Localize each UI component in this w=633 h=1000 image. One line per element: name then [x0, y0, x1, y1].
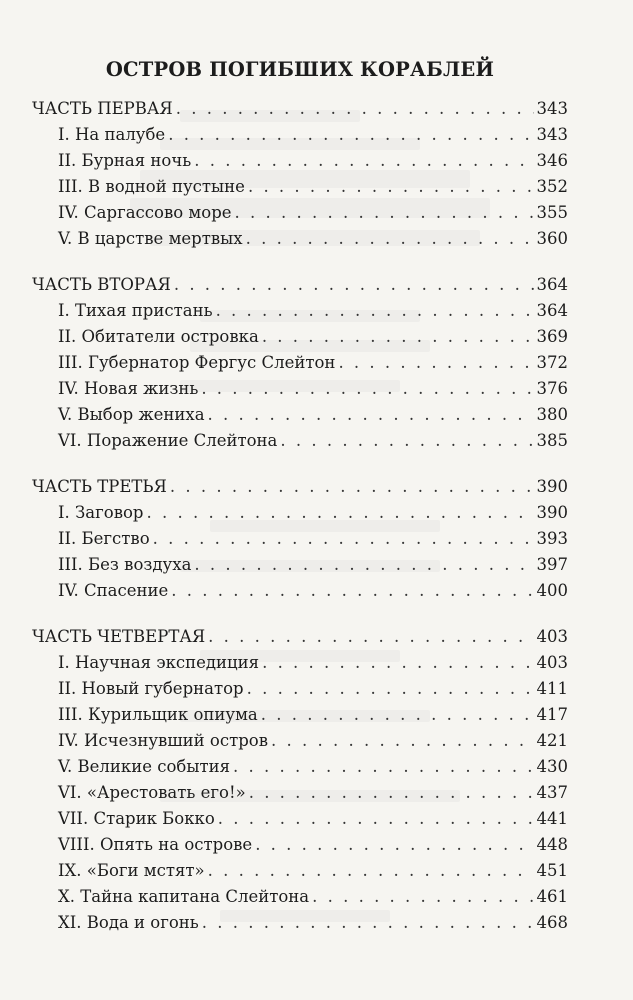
toc-chapter-entry[interactable]	[32, 229, 568, 255]
page-number: 397	[536, 555, 568, 574]
toc-chapter-entry[interactable]	[32, 431, 568, 457]
toc-chapter-entry[interactable]	[32, 529, 568, 555]
toc-chapter-entry[interactable]	[32, 301, 568, 327]
page-number: 437	[536, 783, 568, 802]
dot-leader	[262, 653, 533, 672]
entry-label: III. Губернатор Фергус Слейтон	[58, 353, 336, 372]
page-number: 369	[536, 327, 568, 346]
toc-chapter-entry[interactable]	[32, 151, 568, 177]
entry-label: ЧАСТЬ ТРЕТЬЯ	[32, 477, 167, 496]
entry-label: I. Тихая пристань	[58, 301, 213, 320]
toc-chapter-entry[interactable]	[32, 353, 568, 379]
entry-label: II. Бурная ночь	[58, 151, 192, 170]
dot-leader	[249, 783, 534, 802]
page-number: 417	[536, 705, 568, 724]
page-number: 364	[536, 301, 568, 320]
entry-label: ЧАСТЬ ВТОРАЯ	[32, 275, 171, 294]
toc-chapter-entry[interactable]	[32, 203, 568, 229]
entry-label: V. Выбор жениха	[58, 405, 205, 424]
dot-leader	[261, 705, 534, 724]
page-number: 448	[536, 835, 568, 854]
toc-part	[32, 477, 568, 607]
page-number: 421	[536, 731, 568, 750]
dot-leader	[168, 125, 533, 144]
dot-leader	[176, 99, 534, 118]
page-number: 390	[536, 477, 568, 496]
entry-label: III. Без воздуха	[58, 555, 192, 574]
dot-leader	[194, 151, 533, 170]
toc-chapter-entry[interactable]	[32, 555, 568, 581]
toc-chapter-entry[interactable]	[32, 809, 568, 835]
dot-leader	[246, 229, 534, 248]
page-number: 441	[536, 809, 568, 828]
entry-label: IV. Новая жизнь	[58, 379, 199, 398]
page-number: 385	[536, 431, 568, 450]
page-number: 364	[536, 275, 568, 294]
entry-label: V. Великие события	[58, 757, 230, 776]
toc-chapter-entry[interactable]	[32, 379, 568, 405]
entry-label: III. Курильщик опиума	[58, 705, 258, 724]
page-number: 376	[536, 379, 568, 398]
toc-part-heading[interactable]	[32, 99, 568, 125]
dot-leader	[153, 529, 534, 548]
entry-label: XI. Вода и огонь	[58, 913, 199, 932]
page-number: 372	[536, 353, 568, 372]
dot-leader	[201, 379, 533, 398]
page-number: 346	[536, 151, 568, 170]
dot-leader	[312, 887, 533, 906]
toc-part	[32, 99, 568, 255]
entry-label: III. В водной пустыне	[58, 177, 245, 196]
dot-leader	[255, 835, 533, 854]
toc-part-heading[interactable]	[32, 477, 568, 503]
toc-part	[32, 275, 568, 457]
toc-chapter-entry[interactable]	[32, 679, 568, 705]
entry-label: IV. Исчезнувший остров	[58, 731, 269, 750]
toc-chapter-entry[interactable]	[32, 731, 568, 757]
toc-chapter-entry[interactable]	[32, 887, 568, 913]
entry-label: IV. Саргассово море	[58, 203, 232, 222]
entry-label: I. На палубе	[58, 125, 166, 144]
dot-leader	[338, 353, 533, 372]
dot-leader	[280, 431, 533, 450]
entry-label: IV. Спасение	[58, 581, 169, 600]
dot-leader	[147, 503, 534, 522]
dot-leader	[171, 581, 533, 600]
page-number: 468	[536, 913, 568, 932]
entry-label: VI. Поражение Слейтона	[58, 431, 278, 450]
entry-label: II. Новый губернатор	[58, 679, 244, 698]
toc-list	[32, 99, 568, 939]
page-number: 390	[536, 503, 568, 522]
toc-chapter-entry[interactable]	[32, 177, 568, 203]
toc-chapter-entry[interactable]	[32, 405, 568, 431]
dot-leader	[235, 203, 534, 222]
dot-leader	[271, 731, 533, 750]
toc-chapter-entry[interactable]	[32, 705, 568, 731]
page-number: 461	[536, 887, 568, 906]
dot-leader	[202, 913, 534, 932]
page-number: 430	[536, 757, 568, 776]
toc-part-heading[interactable]	[32, 275, 568, 301]
dot-leader	[218, 809, 534, 828]
entry-label: I. Научная экспедиция	[58, 653, 260, 672]
page-number: 360	[536, 229, 568, 248]
dot-leader	[216, 301, 534, 320]
dot-leader	[208, 627, 533, 646]
entry-label: II. Обитатели островка	[58, 327, 259, 346]
entry-label: ЧАСТЬ ЧЕТВЕРТАЯ	[32, 627, 206, 646]
entry-label: X. Тайна капитана Слейтона	[58, 887, 310, 906]
table-of-contents	[32, 58, 568, 959]
dot-leader	[247, 679, 534, 698]
page-number: 393	[536, 529, 568, 548]
page-number: 343	[536, 99, 568, 118]
toc-part-heading[interactable]	[32, 627, 568, 653]
toc-chapter-entry[interactable]	[32, 861, 568, 887]
entry-label: I. Заговор	[58, 503, 144, 522]
page-number: 400	[536, 581, 568, 600]
toc-chapter-entry[interactable]	[32, 503, 568, 529]
page-number: 343	[536, 125, 568, 144]
entry-label: V. В царстве мертвых	[58, 229, 243, 248]
toc-chapter-entry[interactable]	[32, 835, 568, 861]
page-number: 403	[536, 627, 568, 646]
page-number: 451	[536, 861, 568, 880]
entry-label: VI. «Арестовать его!»	[58, 783, 246, 802]
dot-leader	[208, 861, 534, 880]
page-number: 411	[536, 679, 568, 698]
page-number: 380	[536, 405, 568, 424]
dot-leader	[248, 177, 534, 196]
toc-chapter-entry[interactable]	[32, 581, 568, 607]
entry-label: II. Бегство	[58, 529, 150, 548]
toc-chapter-entry[interactable]	[32, 783, 568, 809]
dot-leader	[233, 757, 534, 776]
toc-chapter-entry[interactable]	[32, 327, 568, 353]
dot-leader	[208, 405, 534, 424]
entry-label: ЧАСТЬ ПЕРВАЯ	[32, 99, 173, 118]
dot-leader	[262, 327, 534, 346]
dot-leader	[174, 275, 534, 294]
page-title: ОСТРОВ ПОГИБШИХ КОРАБЛЕЙ	[105, 58, 495, 81]
dot-leader	[170, 477, 534, 496]
entry-label: VIII. Опять на острове	[58, 835, 253, 854]
toc-chapter-entry[interactable]	[32, 125, 568, 151]
page-number: 403	[536, 653, 568, 672]
entry-label: IX. «Боги мстят»	[58, 861, 205, 880]
toc-chapter-entry[interactable]	[32, 913, 568, 939]
page-number: 355	[536, 203, 568, 222]
toc-chapter-entry[interactable]	[32, 757, 568, 783]
toc-chapter-entry[interactable]	[32, 653, 568, 679]
toc-part	[32, 627, 568, 939]
page-number: 352	[536, 177, 568, 196]
entry-label: VII. Старик Бокко	[58, 809, 215, 828]
dot-leader	[194, 555, 533, 574]
